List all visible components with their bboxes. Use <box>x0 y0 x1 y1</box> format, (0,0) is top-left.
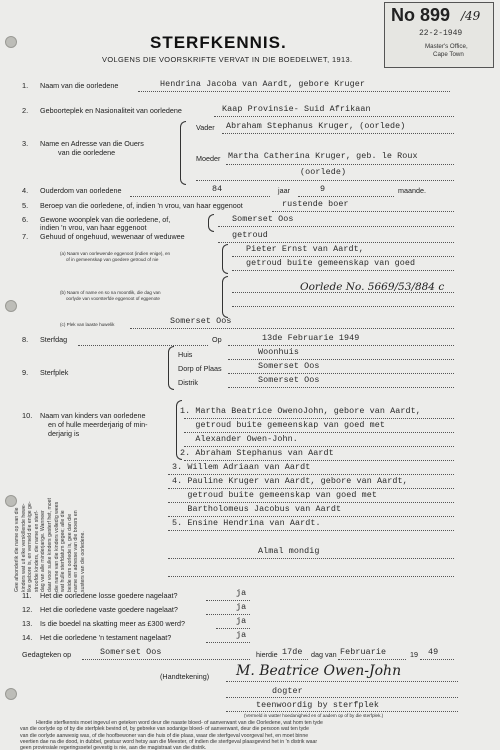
fill-line <box>216 628 250 629</box>
value-date-of-death: 13de Februarie 1949 <box>262 333 360 343</box>
label-residence: Gewone woonplek van die oorledene, of, <box>40 215 171 224</box>
fill-line <box>218 226 454 227</box>
fill-line <box>168 558 454 559</box>
handwritten-annotation: Oorlede No. 5669/53/884 c <box>300 281 445 293</box>
item-number: 14. <box>22 633 33 642</box>
value-age-years: 84 <box>212 184 223 194</box>
fill-line <box>130 196 270 197</box>
child-entry: 1. Martha Beatrice OwenoJohn, gebore van Aardt, <box>180 406 421 416</box>
fill-line <box>206 600 250 601</box>
value-fixed-property: ja <box>236 602 247 612</box>
brace <box>180 121 186 185</box>
label-date-of-death: Sterfdag <box>40 335 68 344</box>
label-parents-cont: van die oorledene <box>58 148 116 157</box>
item-number: 10. <box>22 411 33 420</box>
child-entry: 2. Abraham Stephanus van Aardt <box>180 448 334 458</box>
label-day-of: dag van <box>311 650 337 659</box>
child-entry: 5. Ensine Hendrina van Aardt. <box>172 518 321 528</box>
label-children-cont: en of hulle meerderjarig of min- <box>48 420 148 429</box>
label-residence-cont: indien 'n vrou, van haar eggenoot <box>40 223 147 232</box>
child-entry: Alexander Owen-John. <box>180 434 298 444</box>
value-occupation: rustende boer <box>282 199 349 209</box>
fill-line <box>206 614 250 615</box>
fill-line <box>78 345 208 346</box>
fill-line <box>168 474 454 475</box>
label-parents: Name en Adresse van die Ouers <box>40 139 144 148</box>
child-entry: 3. Willem Adriaan van Aardt <box>172 462 311 472</box>
value-capacity: teenwoordig by sterfplek <box>256 700 380 710</box>
label-district: Distrik <box>178 378 198 387</box>
label-years: jaar <box>278 186 290 195</box>
label-occupation: Beroep van die oorledene, of, indien 'n vrou, van haar eggenoot <box>40 201 243 210</box>
punch-hole <box>5 300 17 312</box>
item-number: 11. <box>22 591 32 600</box>
label-this: hierdie <box>256 650 278 659</box>
label-movable-property: Het die oorledene losse goedere nagelaat? <box>40 591 178 600</box>
value-mother-status: (oorlede) <box>300 167 347 177</box>
stamp-number: No 899 <box>391 5 451 25</box>
fill-line <box>168 516 454 517</box>
stamp-number-suffix: /49 <box>461 9 481 23</box>
label-predeceased: (b) Naam of name en so na moontlik, die dag van <box>60 290 161 295</box>
label-months: maande. <box>398 186 426 195</box>
fill-line <box>228 373 454 374</box>
value-day: 17de <box>282 647 303 657</box>
label-name: Naam van die oorledene <box>40 81 119 90</box>
footer-instructions: Hierdie sterfkennis moet ingevul en geteken word deur die naaste bloed- of aanverwant van die Oorledene, wat hom ten tyde van die oorlyde op of by die sterfplek bevind of, by gebreke van sodanige bloed- of aanverwant, deur die persoon wat ten tyde van die oorlyde aanwesig was, of die hoofbewoner van die huis of die plaas, waar die sterfgeval voorgeval het, en moet binne veertien dae na die dood, in dubbel, gestuur word hetsy aan die Meester, of indien die sterfgeval plaasgevind het in 'n distrik waar geen provinsiale regeringssetel gevestig is nie, aan die magistraat van die distrik. <box>20 720 323 750</box>
fill-line <box>228 387 454 388</box>
fill-line <box>184 460 454 461</box>
brace <box>222 276 228 318</box>
child-entry: Bartholomeus Jacobus van Aardt <box>172 504 342 514</box>
value-marital-status: getroud <box>232 230 268 240</box>
fill-line <box>226 164 454 165</box>
fill-line <box>168 576 454 577</box>
children-instructions: Gee afsonderlik die name op van die kinders wat uit elke verskillende hewe- like gebore is, en vermeld die enige ge- stroofde kinders, die name en sterf- dag van alle minderjarige. Wanneer daar voor sulke kinders gesterf het, moet die name van die kinders volledig wees wat hulle sterfdatum gegee; alle die beide oers oorlede is, gee dan die name en adresse van die broers en susters van die oorledene. <box>14 498 86 592</box>
value-mother: Martha Catherina Kruger, geb. le Roux <box>228 151 418 161</box>
handwritten-signature: M. Beatrice Owen-John <box>236 663 402 679</box>
brace <box>168 346 174 390</box>
label-children: Naam van kinders van oorledene <box>40 411 146 420</box>
brace <box>208 214 214 232</box>
value-year: 49 <box>428 647 439 657</box>
label-marital-status: Gehuud of ongehuud, wewenaar of weduwee <box>40 232 185 241</box>
fill-line <box>184 432 454 433</box>
fill-line <box>272 211 454 212</box>
value-will: ja <box>236 630 247 640</box>
fill-line <box>226 681 458 682</box>
value-last-marriage: Somerset Oos <box>170 316 232 326</box>
item-number: 3. <box>22 139 29 148</box>
fill-line <box>168 530 454 531</box>
value-house: Woonhuis <box>258 347 300 357</box>
brace <box>222 244 228 274</box>
child-entry: getroud buite gemeenskap van goed met <box>172 490 378 500</box>
item-number: 8. <box>22 335 29 344</box>
punch-hole <box>5 36 17 48</box>
item-number: 9. <box>22 368 29 377</box>
document-subtitle: VOLGENS DIE VOORSKRIFTE VERVAT IN DIE BOEDELWET, 1913. <box>102 55 353 64</box>
label-age: Ouderdom van oorledene <box>40 186 122 195</box>
value-movable-property: ja <box>236 588 247 598</box>
fill-line <box>338 659 406 660</box>
value-town-or-farm: Somerset Oos <box>258 361 320 371</box>
label-birthplace: Geboorteplek en Nasionaliteit van oorledene <box>40 106 182 115</box>
child-entry: getroud buite gemeenskap van goed met <box>180 420 386 430</box>
label-place-of-death: Sterfplek <box>40 368 69 377</box>
fill-line <box>232 256 454 257</box>
fill-line <box>232 270 454 271</box>
value-birthplace: Kaap Provinsie- Suid Afrikaan <box>222 104 371 114</box>
fill-line <box>168 502 454 503</box>
label-year-prefix: 19 <box>410 650 418 659</box>
label-on: Op <box>212 335 222 344</box>
fill-line <box>298 196 394 197</box>
child-entry: 4. Pauline Kruger van Aardt, gebore van Aardt, <box>172 476 408 486</box>
fill-line <box>196 180 454 181</box>
fill-line <box>206 642 250 643</box>
value-spouse-property: getroud buite gemeenskap van goed <box>246 258 416 268</box>
fill-line <box>168 488 454 489</box>
capacity-note: (Vermeld in watter hoedanigheid en of aadem op of by die sterfplek.) <box>244 713 384 718</box>
label-spouse-cont: of in gemeenskap van goedere getroud of nie <box>66 257 159 262</box>
label-father: Vader <box>196 123 215 132</box>
item-number: 4. <box>22 186 29 195</box>
value-estate-value: ja <box>236 616 247 626</box>
label-will: Het die oorledene 'n testament nagelaat? <box>40 633 172 642</box>
label-last-marriage: (c) Plek van laaste huwelik <box>60 322 115 327</box>
value-district: Somerset Oos <box>258 375 320 385</box>
fill-line <box>420 659 454 660</box>
value-dated-place: Somerset Oos <box>100 647 162 657</box>
stamp-office: Master's Office, <box>425 43 468 50</box>
label-fixed-property: Het die oorledene vaste goedere nagelaat? <box>40 605 178 614</box>
fill-line <box>226 711 458 712</box>
label-children-cont2: derjarig is <box>48 429 80 438</box>
stamp-date: 22-2-1949 <box>419 29 463 38</box>
value-relation: dogter <box>272 686 303 696</box>
fill-line <box>184 446 454 447</box>
label-mother: Moeder <box>196 154 221 163</box>
item-number: 12. <box>22 605 33 614</box>
masters-office-stamp <box>384 2 494 68</box>
fill-line <box>138 91 450 92</box>
document-title: STERFKENNIS. <box>150 33 287 52</box>
label-dated-at: Gedagteken op <box>22 650 72 659</box>
label-town-or-farm: Dorp of Plaas <box>178 364 222 373</box>
fill-line <box>228 345 454 346</box>
fill-line <box>222 133 454 134</box>
label-house: Huis <box>178 350 193 359</box>
fill-line <box>184 418 454 419</box>
label-spouse: (a) Naam van oorlewende eggenoot (indien enige), en <box>60 251 171 256</box>
fill-line <box>130 328 454 329</box>
value-age-months: 9 <box>320 184 326 194</box>
fill-line <box>280 659 308 660</box>
item-number: 1. <box>22 81 29 90</box>
fill-line <box>82 659 250 660</box>
value-residence: Somerset Oos <box>232 214 294 224</box>
fill-line <box>226 697 458 698</box>
item-number: 5. <box>22 201 29 210</box>
value-father: Abraham Stephanus Kruger, (oorlede) <box>226 121 406 131</box>
value-spouse: Pieter Ernst van Aardt, <box>246 244 364 254</box>
item-number: 7. <box>22 232 29 241</box>
item-number: 2. <box>22 106 29 115</box>
value-month: Februarie <box>340 647 387 657</box>
fill-line <box>232 306 454 307</box>
fill-line <box>218 242 454 243</box>
item-number: 13. <box>22 619 33 628</box>
label-signature: (Handtekening) <box>160 672 210 681</box>
label-estate-value: Is die boedel na skatting meer as £300 werd? <box>40 619 186 628</box>
children-majority-note: Almal mondig <box>258 546 320 556</box>
stamp-city: Cape Town <box>433 51 464 58</box>
value-name: Hendrina Jacoba van Aardt, gebore Kruger <box>160 79 366 89</box>
item-number: 6. <box>22 215 29 224</box>
punch-hole <box>5 688 17 700</box>
fill-line <box>214 116 454 117</box>
fill-line <box>228 359 454 360</box>
label-predeceased-cont: oorlyde van voorsterfde eggenoot of eggenote <box>66 296 160 301</box>
